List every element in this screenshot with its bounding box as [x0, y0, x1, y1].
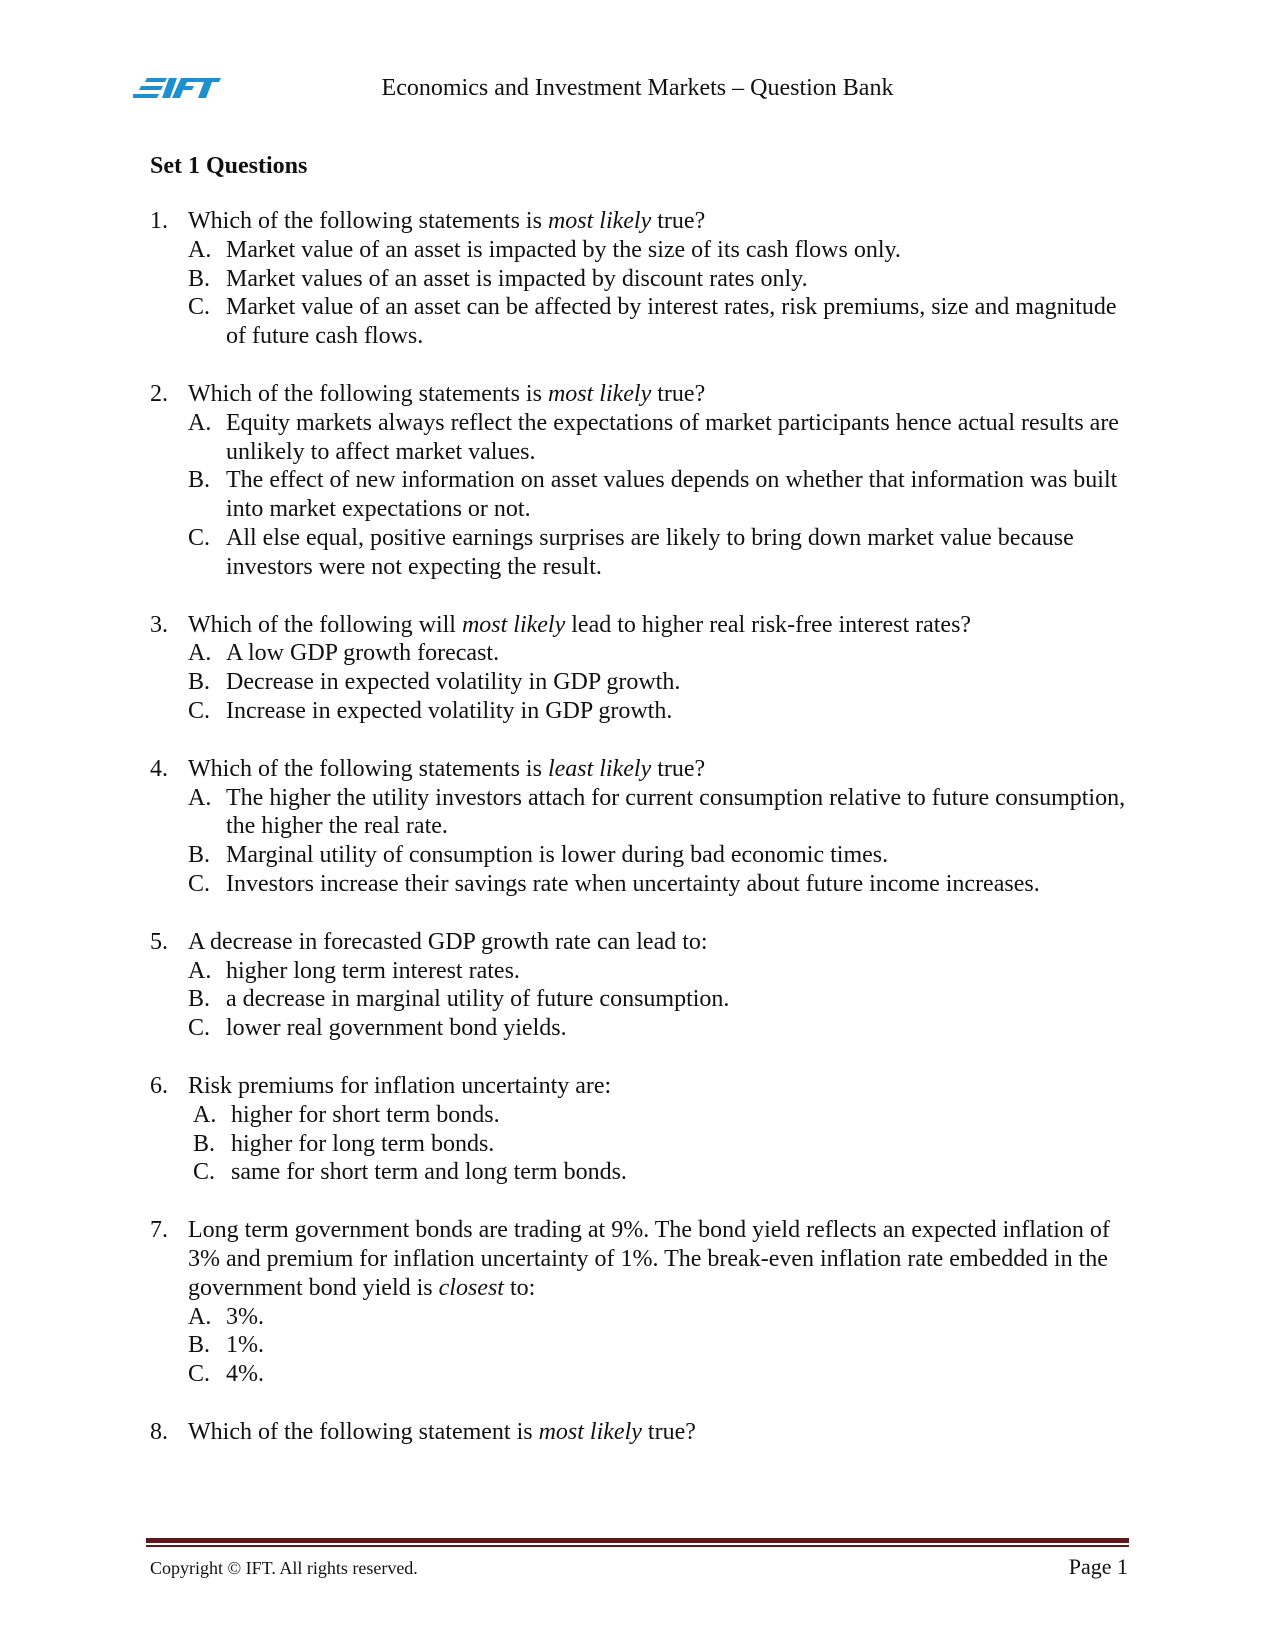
question-stem-text: A decrease in forecasted GDP growth rate can lead to:	[188, 928, 708, 955]
option-text: 4%.	[226, 1361, 264, 1388]
question-stem-text-end: true?	[651, 755, 706, 782]
option-letter: B.	[188, 842, 211, 869]
question-item	[150, 1216, 1130, 1389]
option-text: 3%.	[226, 1303, 264, 1330]
question-stem-row	[150, 1418, 1130, 1447]
option-text: lower real government bond yields.	[226, 1015, 567, 1042]
question-item	[150, 1072, 1130, 1187]
question-stem	[188, 1072, 1130, 1101]
option-letter: C.	[188, 524, 211, 551]
answer-option	[150, 1303, 1130, 1332]
question-stem-emphasis: most likely	[461, 611, 566, 638]
answer-option	[150, 639, 1130, 668]
question-stem-text: Which of the following will	[188, 611, 462, 638]
question-number: 8.	[150, 1418, 168, 1445]
option-letter: B.	[193, 1130, 216, 1157]
question-item	[150, 755, 1130, 899]
option-text: Market value of an asset is impacted by the size of its cash flows only.	[226, 236, 901, 263]
question-item	[150, 1418, 1130, 1447]
question-stem-text-end: true?	[641, 1418, 696, 1445]
footer-divider-thin	[146, 1545, 1129, 1547]
question-number: 5.	[150, 928, 168, 955]
option-letter: A.	[188, 236, 212, 263]
answer-option	[150, 293, 1130, 351]
option-text: Decrease in expected volatility in GDP growth.	[226, 669, 681, 696]
answer-option	[150, 784, 1130, 842]
answer-option	[150, 668, 1130, 697]
option-text: All else equal, positive earnings surprises are likely to bring down market value because investors were not expecting the result.	[226, 524, 1074, 580]
question-stem-row	[150, 928, 1130, 957]
option-text: higher long term interest rates.	[226, 957, 520, 984]
option-letter: A.	[188, 640, 212, 667]
set-heading: Set 1 Questions	[150, 153, 308, 179]
question-stem	[188, 1418, 1130, 1447]
answer-option	[150, 870, 1130, 899]
question-stem-row	[150, 207, 1130, 236]
option-letter: B.	[188, 265, 211, 292]
option-text: higher for long term bonds.	[231, 1130, 495, 1157]
option-text: Investors increase their savings rate when uncertainty about future income increases.	[226, 870, 1040, 897]
option-letter: A.	[188, 1303, 212, 1330]
question-stem-text-end: lead to higher real risk-free interest rates?	[565, 611, 972, 638]
question-stem-text: Which of the following statements is	[188, 755, 548, 782]
question-stem-row	[150, 1072, 1130, 1101]
question-stem	[188, 611, 1130, 640]
answer-option	[150, 985, 1130, 1014]
question-number: 4.	[150, 755, 168, 782]
header-title: Economics and Investment Markets – Question Bank	[381, 75, 894, 101]
question-stem-row	[150, 1216, 1130, 1302]
question-stem	[188, 380, 1130, 409]
answer-option	[150, 841, 1130, 870]
option-text: Equity markets always reflect the expectations of market participants hence actual results are unlikely to affect market values.	[226, 409, 1119, 465]
question-stem	[188, 928, 1130, 957]
option-text: a decrease in marginal utility of future consumption.	[226, 986, 730, 1013]
question-number: 6.	[150, 1072, 168, 1099]
question-stem-emphasis: most likely	[547, 208, 652, 234]
answer-options	[150, 236, 1130, 351]
option-letter: C.	[188, 870, 211, 897]
answer-options	[150, 1101, 1130, 1187]
question-number: 7.	[150, 1217, 168, 1244]
option-letter: B.	[188, 1332, 211, 1359]
option-letter: C.	[188, 697, 211, 724]
answer-options	[150, 409, 1130, 582]
option-letter: B.	[188, 467, 211, 494]
footer-divider	[146, 1538, 1129, 1543]
question-stem	[188, 207, 1130, 236]
question-stem-text: Which of the following statements is	[188, 380, 548, 407]
question-list	[150, 207, 1130, 1476]
question-stem-emphasis: least likely	[547, 755, 652, 782]
copyright-text: Copyright © IFT. All rights reserved.	[150, 1558, 418, 1578]
question-stem-text: Which of the following statements is	[188, 208, 548, 234]
question-stem-row	[150, 755, 1130, 784]
question-stem-text-end: to:	[503, 1274, 536, 1301]
question-item	[150, 928, 1130, 1043]
question-stem-text: Risk premiums for inflation uncertainty are:	[188, 1072, 612, 1099]
answer-option	[150, 236, 1130, 265]
question-number: 1.	[150, 208, 168, 234]
option-text: higher for short term bonds.	[231, 1101, 500, 1128]
option-text: The effect of new information on asset values depends on whether that information was built into market expectations or not.	[226, 467, 1118, 523]
question-number: 2.	[150, 380, 168, 407]
option-letter: A.	[188, 784, 212, 811]
answer-options	[150, 957, 1130, 1043]
option-text: 1%.	[226, 1332, 264, 1359]
answer-option	[150, 1014, 1130, 1043]
answer-option	[150, 1130, 1130, 1159]
option-letter: A.	[188, 409, 212, 436]
answer-option	[150, 466, 1130, 524]
question-stem-text: Long term government bonds are trading at 9%. The bond yield reflects an expected inflation of 3% and premium for inflation uncertainty of 1%. The break-even inflation rate embedded in the government bond yield is	[188, 1217, 1110, 1301]
option-letter: B.	[188, 986, 211, 1013]
answer-option	[150, 1101, 1130, 1130]
question-item	[150, 380, 1130, 582]
page-number: Page 1	[1068, 1554, 1128, 1579]
option-text: Market values of an asset is impacted by discount rates only.	[226, 265, 808, 292]
answer-option	[150, 1360, 1130, 1389]
question-number: 3.	[150, 611, 168, 638]
option-letter: C.	[193, 1159, 216, 1186]
option-letter: A.	[193, 1101, 217, 1128]
question-stem-text-end: true?	[651, 380, 706, 407]
question-stem-emphasis: most likely	[547, 380, 652, 407]
answer-option	[150, 524, 1130, 582]
answer-option	[150, 409, 1130, 467]
option-text: The higher the utility investors attach for current consumption relative to future consumption, the higher the real rate.	[226, 784, 1126, 840]
answer-option	[150, 265, 1130, 294]
question-stem	[188, 1216, 1130, 1302]
option-text: Increase in expected volatility in GDP growth.	[226, 697, 673, 724]
answer-option	[150, 1331, 1130, 1360]
answer-option	[150, 957, 1130, 986]
answer-option	[150, 697, 1130, 726]
option-letter: A.	[188, 957, 212, 984]
option-letter: C.	[188, 1361, 211, 1388]
option-letter: C.	[188, 1015, 211, 1042]
answer-options	[150, 639, 1130, 725]
answer-options	[150, 1303, 1130, 1389]
option-letter: B.	[188, 669, 211, 696]
option-letter: C.	[188, 294, 211, 321]
option-text: same for short term and long term bonds.	[231, 1159, 627, 1186]
question-stem-row	[150, 380, 1130, 409]
question-stem-emphasis: most likely	[538, 1418, 642, 1445]
option-text: A low GDP growth forecast.	[226, 640, 500, 667]
option-text: Market value of an asset can be affected by interest rates, risk premiums, size and magnitude of future cash flows.	[226, 294, 1117, 350]
question-stem-text: Which of the following statement is	[188, 1418, 539, 1445]
question-stem-row	[150, 611, 1130, 640]
question-stem-text-end: true?	[651, 208, 706, 234]
question-item	[150, 611, 1130, 726]
answer-options	[150, 784, 1130, 899]
answer-option	[150, 1158, 1130, 1187]
question-stem	[188, 755, 1130, 784]
question-item	[150, 207, 1130, 351]
question-stem-emphasis: closest	[438, 1274, 504, 1301]
option-text: Marginal utility of consumption is lower during bad economic times.	[226, 842, 889, 869]
